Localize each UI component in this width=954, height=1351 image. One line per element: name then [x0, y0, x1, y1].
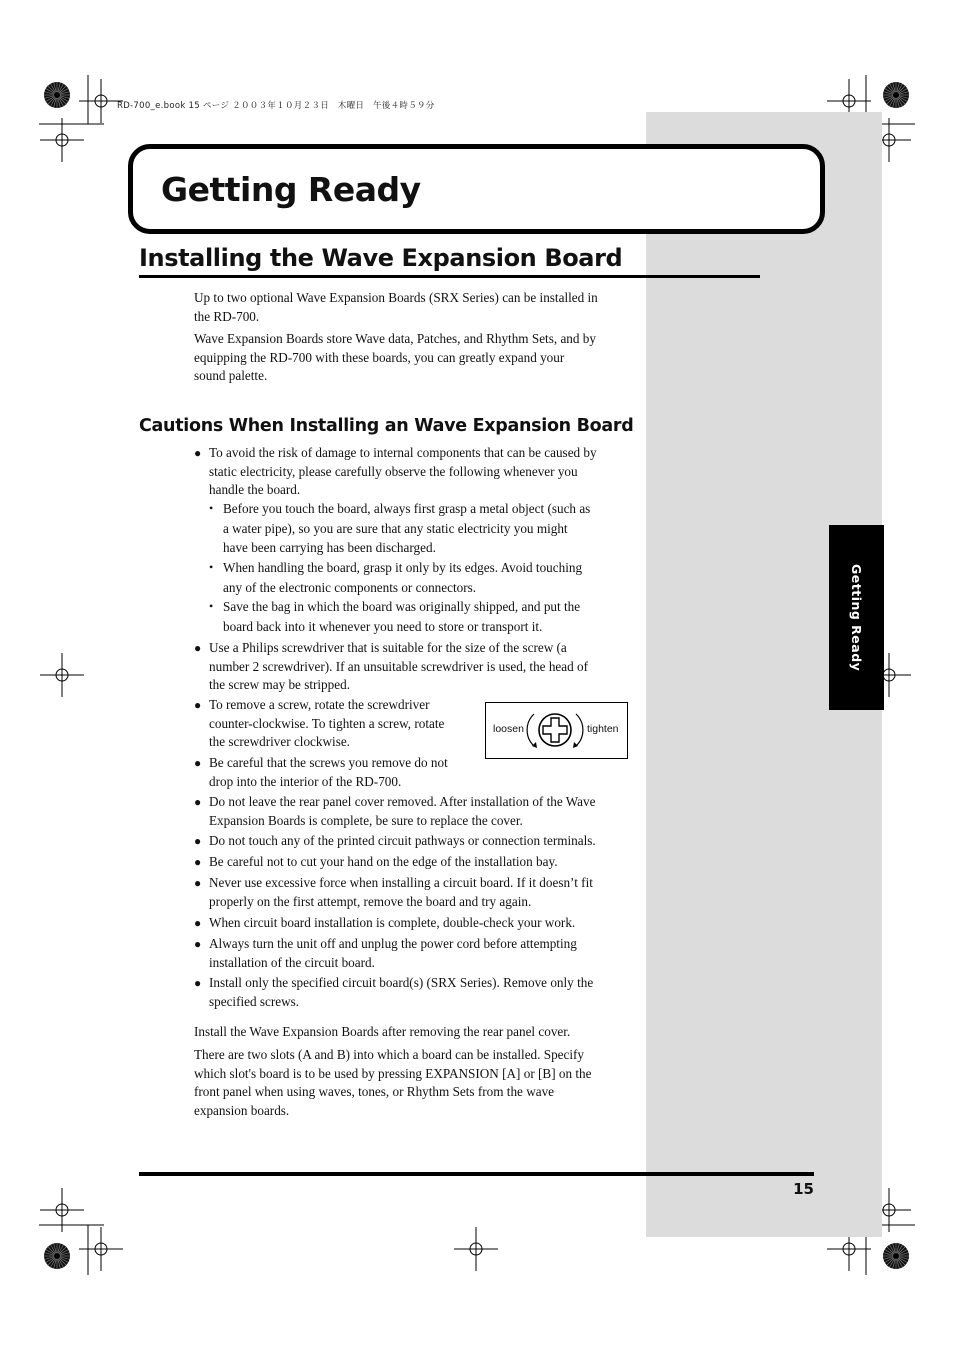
crosshair-target-icon	[40, 118, 84, 162]
text-line: a water pipe), so you are sure that any static electricity you might	[223, 520, 568, 536]
crosshair-target-icon	[40, 653, 84, 697]
bullet-icon: ●	[194, 834, 202, 848]
text-line: Expansion Boards is complete, be sure to replace the cover.	[209, 812, 523, 828]
text-line: any of the electronic components or connectors.	[223, 579, 477, 595]
sub-bullet-icon: •	[209, 560, 214, 574]
text-line: When handling the board, grasp it only by its edges. Avoid touching	[223, 560, 583, 575]
text-line: Wave Expansion Boards store Wave data, Patches, and Rhythm Sets, and by	[194, 331, 596, 346]
text-line: To remove a screw, rotate the screwdriver	[209, 697, 430, 712]
chapter-tab	[829, 525, 884, 710]
intro-paragraph-2	[194, 330, 596, 386]
text-line: To avoid the risk of damage to internal components that can be caused by	[209, 445, 597, 460]
text-line: counter-clockwise. To tighten a screw, rotate	[209, 715, 445, 731]
chapter-tab-label: Getting Ready	[849, 563, 864, 672]
caution-item	[194, 444, 597, 500]
screw-rotation-figure	[485, 702, 628, 759]
starburst-mark-icon	[44, 82, 70, 108]
text-line: the screwdriver clockwise.	[209, 734, 350, 750]
text-line: board back into it whenever you need to store or transport it.	[223, 618, 543, 634]
starburst-mark-icon	[883, 82, 909, 108]
tighten-label: tighten	[587, 723, 619, 735]
bullet-icon: ●	[194, 976, 202, 990]
text-line: Before you touch the board, always first grasp a metal object (such as	[223, 501, 591, 516]
starburst-mark-icon	[883, 1243, 909, 1269]
caution-item	[194, 754, 448, 791]
caution-item	[194, 874, 593, 911]
text-line: installation of the circuit board.	[209, 954, 375, 970]
bullet-icon: ●	[194, 795, 202, 809]
starburst-mark-icon	[44, 1243, 70, 1269]
chapter-title: Getting Ready	[161, 169, 421, 209]
text-line: There are two slots (A and B) into which a board can be installed. Specify	[194, 1047, 585, 1062]
text-line: Use a Philips screwdriver that is suitable for the size of the screw (a	[209, 640, 567, 655]
bullet-icon: ●	[194, 756, 202, 770]
text-line: static electricity, please carefully observe the following whenever you	[209, 463, 578, 479]
text-line: Be careful not to cut your hand on the edge of the installation bay.	[209, 854, 558, 869]
closing-paragraph-1	[194, 1023, 570, 1042]
bullet-icon: ●	[194, 855, 202, 869]
crosshair-target-icon	[79, 1227, 123, 1271]
bullet-icon: ●	[194, 937, 202, 951]
text-line: drop into the interior of the RD-700.	[209, 773, 402, 789]
text-line: Up to two optional Wave Expansion Boards (SRX Series) can be installed in	[194, 290, 598, 305]
caution-item	[194, 935, 577, 972]
bullet-icon: ●	[194, 916, 202, 930]
text-line: which slot's board is to be used by pressing EXPANSION [A] or [B] on the	[194, 1065, 592, 1081]
text-line: Do not touch any of the printed circuit pathways or connection terminals.	[209, 833, 596, 848]
text-line: the screw may be stripped.	[209, 677, 350, 693]
page-number: 15	[793, 1180, 814, 1198]
printer-header: RD-700_e.book 15 ページ ２００３年１０月２３日 木曜日 午後４時５９分	[117, 101, 435, 111]
caution-item	[194, 853, 558, 872]
sub-bullet-icon: •	[209, 599, 214, 613]
caution-item	[194, 793, 595, 830]
bullet-icon: ●	[194, 698, 202, 712]
text-line: sound palette.	[194, 368, 268, 384]
loosen-label: loosen	[493, 723, 524, 735]
text-line: the RD-700.	[194, 308, 260, 324]
caution-item	[194, 832, 596, 851]
caution-item	[194, 696, 444, 752]
bullet-icon: ●	[194, 446, 202, 460]
phillips-screw-icon	[524, 706, 586, 754]
text-line: Always turn the unit off and unplug the power cord before attempting	[209, 936, 577, 951]
text-line: front panel when using waves, tones, or Rhythm Sets from the wave	[194, 1084, 555, 1100]
text-line: Install the Wave Expansion Boards after removing the rear panel cover.	[194, 1024, 571, 1039]
text-line: Save the bag in which the board was originally shipped, and put the	[223, 599, 581, 614]
text-line: have been carrying has been discharged.	[223, 540, 436, 556]
section-title: Installing the Wave Expansion Board	[139, 244, 760, 278]
footer-rule	[139, 1172, 814, 1176]
text-line: specified screws.	[209, 993, 300, 1009]
caution-sub-item	[209, 499, 590, 558]
text-line: Be careful that the screws you remove do not	[209, 755, 448, 770]
bullet-icon: ●	[194, 641, 202, 655]
text-line: handle the board.	[209, 482, 301, 498]
text-line: expansion boards.	[194, 1102, 290, 1118]
caution-sub-item	[209, 597, 580, 636]
text-line: properly on the first attempt, remove the board and try again.	[209, 893, 532, 909]
chapter-title-box	[128, 144, 825, 234]
text-line: Install only the specified circuit board(s) (SRX Series). Remove only the	[209, 975, 594, 990]
text-line: number 2 screwdriver). If an unsuitable screwdriver is used, the head of	[209, 658, 589, 674]
sub-bullet-icon: •	[209, 501, 214, 515]
text-line: equipping the RD-700 with these boards, you can greatly expand your	[194, 349, 565, 365]
caution-item	[194, 974, 593, 1011]
text-line: Do not leave the rear panel cover removed. After installation of the Wave	[209, 794, 596, 809]
bullet-icon: ●	[194, 876, 202, 890]
text-line: When circuit board installation is complete, double-check your work.	[209, 915, 576, 930]
text-line: Never use excessive force when installing a circuit board. If it doesn’t fit	[209, 875, 593, 890]
caution-item	[194, 639, 588, 695]
caution-sub-item	[209, 558, 582, 597]
subsection-title: Cautions When Installing an Wave Expansion Board	[139, 416, 634, 436]
closing-paragraph-2	[194, 1046, 591, 1120]
caution-item	[194, 914, 575, 933]
crosshair-target-icon	[454, 1227, 498, 1271]
intro-paragraph-1	[194, 289, 598, 326]
